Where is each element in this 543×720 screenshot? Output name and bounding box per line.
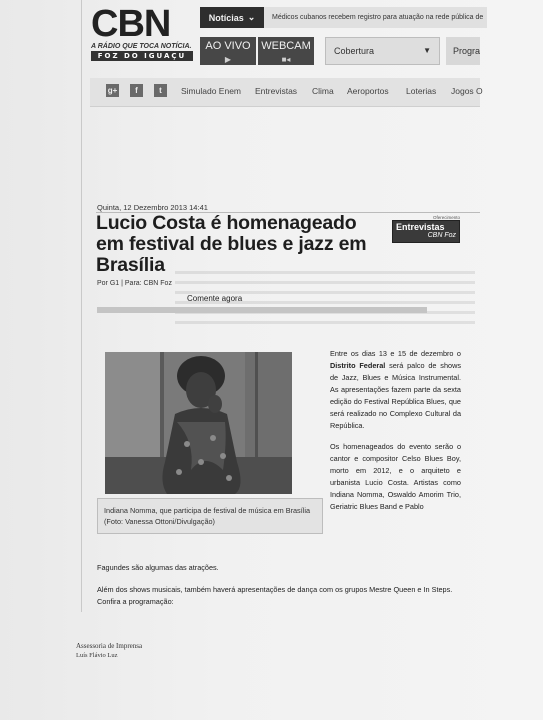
paragraph-1-start: Entre os dias 13 e 15 de dezembro o	[330, 349, 461, 358]
article-title: Lucio Costa é homenageado em festival de blues e jazz em Brasília	[96, 212, 367, 276]
sponsor-small-label: Oferecimento	[432, 215, 460, 220]
footer-line-1: Assessoria de Imprensa	[76, 642, 143, 650]
paragraph-1-end: será palco de shows de Jazz, Blues e Música Instrumental. As apresentações fazem parte da sexta edição do Festival República Blues, que será realizado no Complexo Cultural da República.	[330, 361, 461, 430]
sponsor-box	[392, 220, 460, 243]
nav-link-entrevistas[interactable]: Entrevistas	[255, 86, 298, 96]
ao-vivo-button[interactable]	[200, 37, 256, 65]
paragraph-2: Os homenageados do evento serão o cantor e compositor Celso Blues Boy, morto em 2012, e o arquiteto e urbanista Lucio Costa. Artistas como Indiana Nomma, Oswaldo Amorim Trio, Geriatric Blues Band e Pablo	[330, 442, 461, 511]
nav-link-aeroportos[interactable]: Aeroportos	[347, 86, 389, 96]
article-photo	[105, 352, 292, 494]
paragraph-1	[330, 348, 461, 432]
logo-wordmark: CBN	[91, 3, 171, 45]
facebook-icon[interactable]: f	[130, 84, 143, 97]
cobertura-label: Cobertura	[334, 46, 375, 56]
noticias-label: Notícias	[208, 12, 244, 23]
article-date: Quinta, 12 Dezembro 2013 14:41	[97, 203, 208, 212]
play-icon: ▶	[224, 55, 232, 64]
nav-link-loterias[interactable]: Loterias	[406, 86, 437, 96]
footer-line-2: Luís Flávio Luz	[76, 652, 118, 659]
secondary-nav	[90, 78, 483, 107]
photo-woman-image	[105, 352, 292, 494]
byline: Por G1 | Para: CBN Foz	[97, 280, 172, 287]
google-plus-icon[interactable]: g+	[107, 86, 118, 95]
cbn-logo[interactable]	[91, 3, 193, 61]
sponsor-badge[interactable]	[392, 215, 460, 243]
paragraph-3: Além dos shows musicais, também haverá apresentações de dança com os grupos Mestre Queen e In Steps. Confira a programação:	[97, 585, 453, 606]
chevron-down-icon: ▼	[423, 46, 431, 55]
ao-vivo-label: AO VIVO	[205, 40, 251, 52]
logo-tagline: A RÁDIO QUE TOCA NOTÍCIA.	[91, 43, 192, 50]
sponsor-title: Entrevistas	[396, 222, 445, 232]
margin-line	[81, 0, 82, 612]
camera-icon: ■◂	[281, 55, 291, 64]
twitter-icon[interactable]: t	[154, 84, 167, 97]
noticias-dropdown[interactable]	[200, 7, 264, 28]
sponsor-subtitle: CBN Foz	[427, 232, 456, 239]
nav-link-clima[interactable]: Clima	[312, 86, 334, 96]
nav-link-jogos[interactable]: Jogos O	[451, 86, 483, 96]
photo-caption: Indiana Nomma, que participa de festival de música em Brasília (Foto: Vanessa Ottoni/Divulgação)	[97, 498, 323, 534]
comment-link[interactable]: Comente agora	[187, 294, 243, 303]
programacao-link[interactable]: Progra	[446, 37, 480, 65]
news-ticker[interactable]: Médicos cubanos recebem registro para atuação na rede pública de	[264, 7, 487, 28]
comment-bar	[97, 307, 427, 313]
article-body-column	[330, 348, 461, 522]
chevron-down-icon: ⌄	[247, 12, 256, 22]
webcam-label: WEBCAM	[261, 40, 311, 52]
nav-link-simulado-enem[interactable]: Simulado Enem	[181, 86, 242, 96]
cobertura-dropdown[interactable]	[325, 37, 440, 65]
logo-city: FOZ DO IGUAÇU	[91, 51, 193, 61]
paragraph-2-continuation: Fagundes são algumas das atrações.	[97, 563, 219, 572]
webcam-button[interactable]	[258, 37, 314, 65]
paragraph-1-bold: Distrito Federal	[330, 361, 386, 370]
